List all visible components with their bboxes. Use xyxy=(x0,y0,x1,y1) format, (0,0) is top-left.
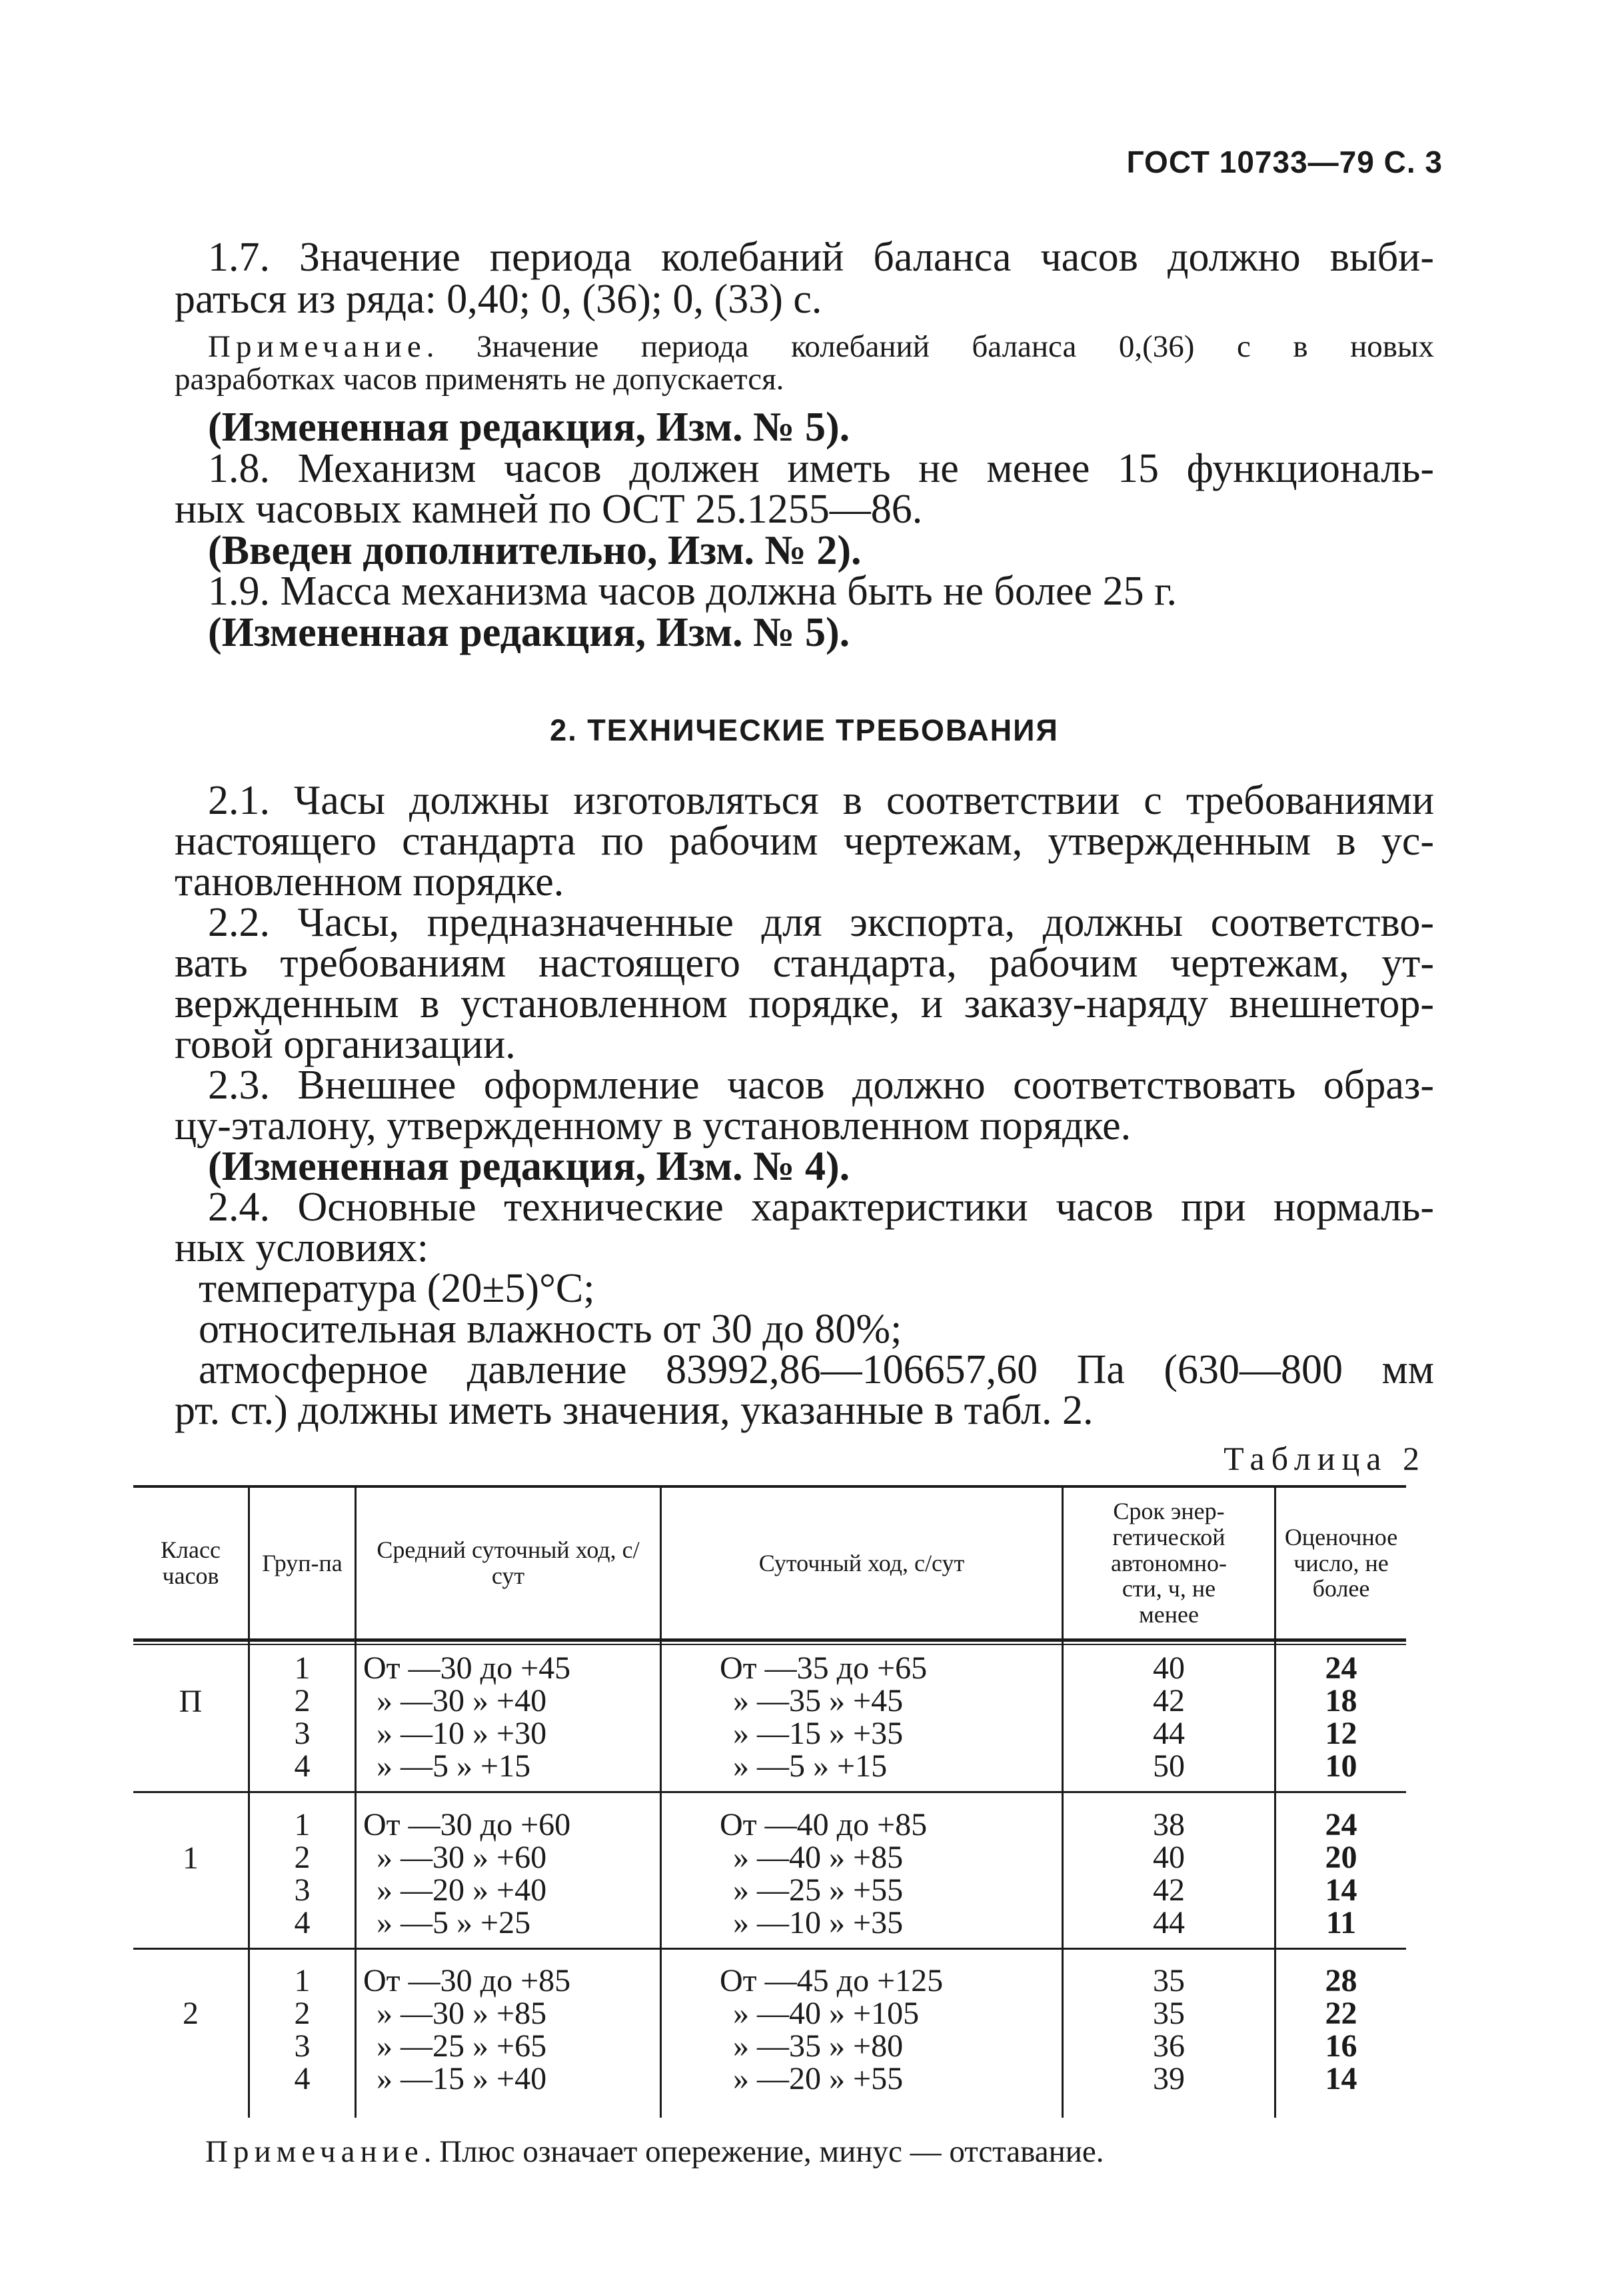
section-heading: 2. ТЕХНИЧЕСКИЕ ТРЕБОВАНИЯ xyxy=(550,713,1059,747)
note-label: Примечание xyxy=(208,329,426,364)
table-rule-header xyxy=(133,1638,1406,1642)
amendment-4: (Измененная редакция, Изм. № 4). xyxy=(208,1144,850,1189)
avg-rate-cell: » —30 » +40 xyxy=(377,1683,547,1718)
daily-rate-cell: От —40 до +85 xyxy=(720,1807,928,1842)
autonomy-cell: 35 xyxy=(1153,1963,1185,1998)
autonomy-cell: 36 xyxy=(1153,2028,1185,2064)
avg-rate-cell: » —5 » +25 xyxy=(377,1905,531,1940)
p2-3-line1: 2.3. Внешнее оформление часов должно соответствовать образ- xyxy=(208,1063,1434,1108)
col-header-score: Оценочное число, не более xyxy=(1284,1523,1398,1602)
autonomy-cell: 42 xyxy=(1153,1872,1185,1908)
p1-7-line2: раться из ряда: 0,40; 0, (36); 0, (33) с. xyxy=(175,277,822,322)
autonomy-cell: 38 xyxy=(1153,1807,1185,1842)
score-cell: 20 xyxy=(1325,1840,1357,1875)
amendment-3: (Измененная редакция, Изм. № 5). xyxy=(208,610,850,655)
p1-8-line1: 1.8. Механизм часов должен иметь не менее 15 функциональ- xyxy=(208,446,1434,491)
p2-4-line5: атмосферное давление 83992,86—106657,60 Па (630—800 мм xyxy=(199,1347,1434,1392)
avg-rate-cell: » —20 » +40 xyxy=(377,1872,547,1908)
autonomy-cell: 39 xyxy=(1153,2061,1185,2096)
daily-rate-cell: » —40 » +85 xyxy=(733,1840,904,1875)
class-cell: 1 xyxy=(183,1840,199,1876)
avg-rate-cell: » —15 » +40 xyxy=(377,2061,547,2096)
col-header-avg-rate: Средний суточный ход, с/сут xyxy=(377,1536,640,1589)
running-head: ГОСТ 10733—79 С. 3 xyxy=(1126,145,1443,179)
p2-3-line2: цу-эталону, утвержденному в установленном порядке. xyxy=(175,1103,1132,1148)
note-line1 xyxy=(208,331,1434,363)
p1-7-line1: 1.7. Значение периода колебаний баланса часов должно выби- xyxy=(208,235,1434,280)
table-rule-block2 xyxy=(133,1948,1406,1950)
p2-4-line2: ных условиях: xyxy=(175,1225,428,1270)
table-col-divider xyxy=(355,1488,357,2118)
col-header-autonomy: Срок энер-гетической автономно-сти, ч, не менее xyxy=(1111,1497,1227,1628)
p2-4-line6: рт. ст.) должны иметь значения, указанные в табл. 2. xyxy=(175,1388,1094,1433)
avg-rate-cell: » —10 » +30 xyxy=(377,1716,547,1751)
score-cell: 14 xyxy=(1325,1872,1357,1908)
daily-rate-cell: » —5 » +15 xyxy=(733,1748,888,1784)
footnote-label: Примечание xyxy=(205,2134,424,2169)
avg-rate-cell: От —30 до +85 xyxy=(363,1963,571,1998)
p2-1-line1: 2.1. Часы должны изготовляться в соответствии с требованиями xyxy=(208,778,1434,823)
p1-8-line2: ных часовых камней по ОСТ 25.1255—86. xyxy=(175,487,923,532)
group-cell: 2 xyxy=(294,1996,311,2031)
avg-rate-cell: От —30 до +45 xyxy=(363,1650,571,1686)
daily-rate-cell: » —25 » +55 xyxy=(733,1872,904,1908)
footnote-text: . Плюс означает опережение, минус — отставание. xyxy=(423,2134,1104,2169)
p2-1-line3: тановленном порядке. xyxy=(175,859,564,905)
data-table xyxy=(133,1485,1406,2118)
group-cell: 3 xyxy=(294,1716,311,1751)
group-cell: 1 xyxy=(294,1650,311,1686)
autonomy-cell: 42 xyxy=(1153,1683,1185,1718)
score-cell: 24 xyxy=(1325,1650,1357,1686)
amendment-1: (Измененная редакция, Изм. № 5). xyxy=(208,405,850,450)
p2-2-line1: 2.2. Часы, предназначенные для экспорта, должны соответство- xyxy=(208,900,1434,945)
group-cell: 1 xyxy=(294,1963,311,1998)
avg-rate-cell: » —25 » +65 xyxy=(377,2028,547,2064)
avg-rate-cell: » —30 » +60 xyxy=(377,1840,547,1875)
autonomy-cell: 35 xyxy=(1153,1996,1185,2031)
p2-2-line4: говой организации. xyxy=(175,1022,516,1067)
group-cell: 4 xyxy=(294,2061,311,2096)
table-caption: Таблица 2 xyxy=(1223,1440,1426,1477)
score-cell: 28 xyxy=(1325,1963,1357,1998)
p2-4-line3: температура (20±5)°С; xyxy=(199,1266,595,1311)
group-cell: 4 xyxy=(294,1748,311,1784)
group-cell: 3 xyxy=(294,1872,311,1908)
score-cell: 18 xyxy=(1325,1683,1357,1718)
daily-rate-cell: » —10 » +35 xyxy=(733,1905,904,1940)
p2-4-line4: относительная влажность от 30 до 80%; xyxy=(199,1306,902,1352)
col-header-class: Класс часов xyxy=(161,1536,221,1589)
table-rule-block1 xyxy=(133,1791,1406,1793)
avg-rate-cell: » —30 » +85 xyxy=(377,1996,547,2031)
p1-9: 1.9. Масса механизма часов должна быть не более 25 г. xyxy=(208,569,1178,614)
amendment-2: (Введен дополнительно, Изм. № 2). xyxy=(208,528,862,573)
daily-rate-cell: » —20 » +55 xyxy=(733,2061,904,2096)
class-cell: П xyxy=(179,1684,203,1719)
col-header-group: Груп-па xyxy=(262,1549,343,1576)
group-cell: 1 xyxy=(294,1807,311,1842)
group-cell: 4 xyxy=(294,1905,311,1940)
score-cell: 14 xyxy=(1325,2061,1357,2096)
note-text: . Значение периода колебаний баланса 0,(36) с в новых xyxy=(426,329,1434,364)
p2-1-line2: настоящего стандарта по рабочим чертежам, утвержденным в ус- xyxy=(175,819,1434,864)
group-cell: 3 xyxy=(294,2028,311,2064)
table-footnote xyxy=(205,2134,1104,2170)
col-header-daily-rate: Суточный ход, с/сут xyxy=(758,1549,965,1576)
daily-rate-cell: » —15 » +35 xyxy=(733,1716,904,1751)
avg-rate-cell: » —5 » +15 xyxy=(377,1748,531,1784)
autonomy-cell: 40 xyxy=(1153,1650,1185,1686)
score-cell: 24 xyxy=(1325,1807,1357,1842)
autonomy-cell: 44 xyxy=(1153,1716,1185,1751)
group-cell: 2 xyxy=(294,1840,311,1875)
p2-2-line2: вать требованиям настоящего стандарта, рабочим чертежам, ут- xyxy=(175,941,1434,986)
autonomy-cell: 44 xyxy=(1153,1905,1185,1940)
score-cell: 12 xyxy=(1325,1716,1357,1751)
daily-rate-cell: От —45 до +125 xyxy=(720,1963,944,1998)
score-cell: 16 xyxy=(1325,2028,1357,2064)
score-cell: 10 xyxy=(1325,1748,1357,1784)
table-rule-header-2 xyxy=(133,1644,1406,1645)
score-cell: 22 xyxy=(1325,1996,1357,2031)
note-line2: разработках часов применять не допускается. xyxy=(175,362,784,397)
autonomy-cell: 50 xyxy=(1153,1748,1185,1784)
score-cell: 11 xyxy=(1325,1905,1357,1940)
daily-rate-cell: » —40 » +105 xyxy=(733,1996,920,2031)
class-cell: 2 xyxy=(183,1996,199,2031)
daily-rate-cell: » —35 » +45 xyxy=(733,1683,904,1718)
autonomy-cell: 40 xyxy=(1153,1840,1185,1875)
daily-rate-cell: » —35 » +80 xyxy=(733,2028,904,2064)
p2-4-line1: 2.4. Основные технические характеристики часов при нормаль- xyxy=(208,1184,1434,1230)
daily-rate-cell: От —35 до +65 xyxy=(720,1650,928,1686)
avg-rate-cell: От —30 до +60 xyxy=(363,1807,571,1842)
group-cell: 2 xyxy=(294,1683,311,1718)
p2-2-line3: вержденным в установленном порядке, и заказу-наряду внешнетор- xyxy=(175,981,1434,1027)
